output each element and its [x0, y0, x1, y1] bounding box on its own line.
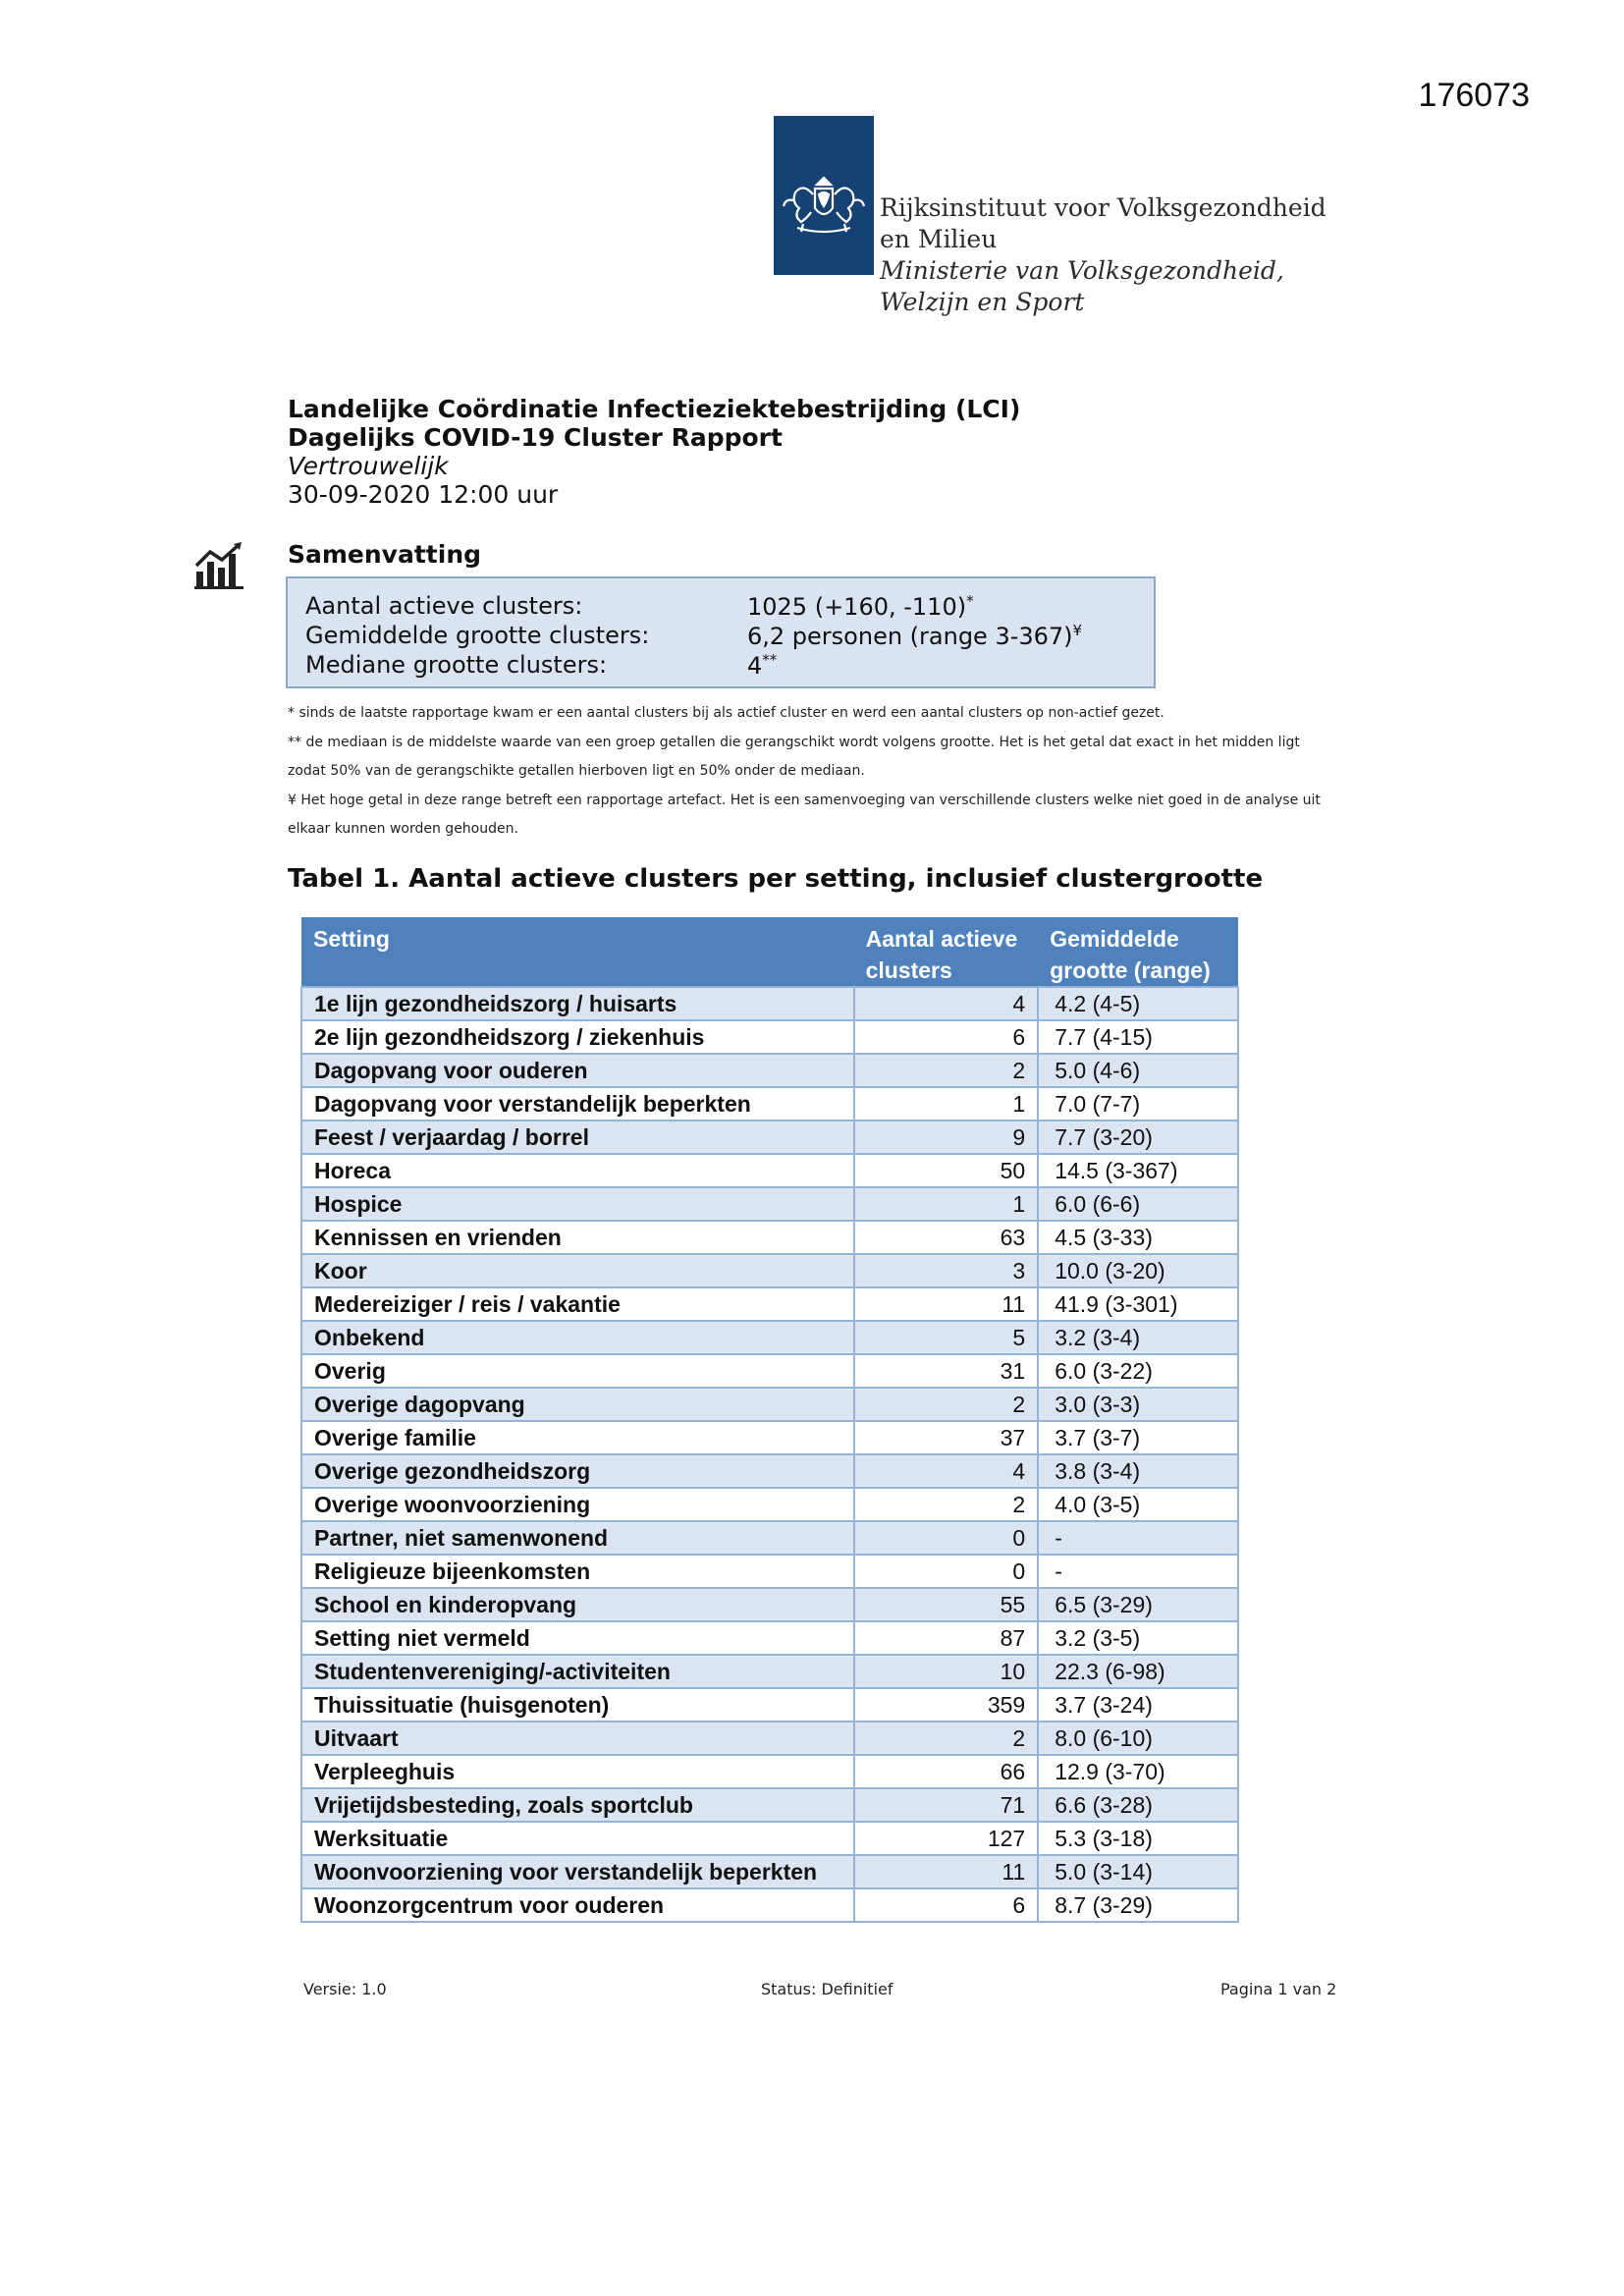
size-cell: 3.2 (3-5): [1038, 1621, 1238, 1655]
report-subtitle: Dagelijks COVID-19 Cluster Rapport: [288, 423, 783, 452]
column-header-count: Aantal actieve clusters: [854, 917, 1039, 987]
table-row: [301, 1588, 1238, 1621]
size-cell: 3.7 (3-24): [1038, 1688, 1238, 1722]
table-row: [301, 1321, 1238, 1354]
count-cell: 1: [854, 1187, 1039, 1221]
table-row: [301, 1888, 1238, 1922]
count-cell: 0: [854, 1555, 1039, 1588]
summary-label: Aantal actieve clusters:: [305, 592, 583, 620]
count-cell: 2: [854, 1488, 1039, 1521]
logo-text: [880, 192, 1326, 318]
size-cell: 5.3 (3-18): [1038, 1822, 1238, 1855]
size-cell: 6.6 (3-28): [1038, 1788, 1238, 1822]
footer-version: Versie: 1.0: [303, 1980, 387, 1998]
table-row: [301, 1354, 1238, 1388]
count-cell: 11: [854, 1855, 1039, 1888]
table-row: [301, 1521, 1238, 1555]
classification-label: Vertrouwelijk: [288, 452, 449, 480]
footnote-1: * sinds de laatste rapportage kwam er een aantal clusters bij als actief cluster en werd een aantal clusters op non-actief gezet.: [288, 705, 1164, 721]
table-row: [301, 1020, 1238, 1054]
setting-cell: Overige familie: [301, 1421, 854, 1454]
summary-title: Samenvatting: [288, 540, 482, 569]
count-cell: 11: [854, 1287, 1039, 1321]
size-cell: 3.2 (3-4): [1038, 1321, 1238, 1354]
table-row: [301, 1087, 1238, 1121]
size-cell: 3.8 (3-4): [1038, 1454, 1238, 1488]
report-title: Landelijke Coördinatie Infectieziektebestrijding (LCI): [288, 395, 1021, 423]
table-row: [301, 987, 1238, 1020]
count-cell: 0: [854, 1521, 1039, 1555]
count-cell: 71: [854, 1788, 1039, 1822]
summary-label: Mediane grootte clusters:: [305, 651, 608, 679]
table-row: [301, 1221, 1238, 1254]
size-cell: 3.7 (3-7): [1038, 1421, 1238, 1454]
institute-name-line2: en Milieu: [880, 225, 998, 253]
setting-cell: Horeca: [301, 1154, 854, 1187]
count-cell: 5: [854, 1321, 1039, 1354]
institute-name: Rijksinstituut voor Volksgezondheid: [880, 193, 1326, 222]
count-cell: 50: [854, 1154, 1039, 1187]
table-row: [301, 1722, 1238, 1755]
size-cell: 6.0 (6-6): [1038, 1187, 1238, 1221]
table-row: [301, 1488, 1238, 1521]
setting-cell: Woonzorgcentrum voor ouderen: [301, 1888, 854, 1922]
summary-footnote-mark: ¥: [1072, 622, 1083, 639]
table-row: [301, 1822, 1238, 1855]
setting-cell: Kennissen en vrienden: [301, 1221, 854, 1254]
setting-cell: Overige woonvoorziening: [301, 1488, 854, 1521]
setting-cell: Thuissituatie (huisgenoten): [301, 1688, 854, 1722]
count-cell: 2: [854, 1054, 1039, 1087]
chart-icon: [194, 542, 245, 589]
table-row: [301, 1755, 1238, 1788]
count-cell: 3: [854, 1254, 1039, 1287]
count-cell: 1: [854, 1087, 1039, 1121]
table-row: [301, 1655, 1238, 1688]
summary-row-average-size: [305, 622, 1083, 650]
summary-box: [286, 576, 1156, 688]
size-cell: 4.5 (3-33): [1038, 1221, 1238, 1254]
setting-cell: Religieuze bijeenkomsten: [301, 1555, 854, 1588]
summary-value: 4: [747, 652, 763, 680]
table-row: [301, 1454, 1238, 1488]
count-cell: 87: [854, 1621, 1039, 1655]
count-cell: 6: [854, 1020, 1039, 1054]
setting-cell: Uitvaart: [301, 1722, 854, 1755]
size-cell: 8.0 (6-10): [1038, 1722, 1238, 1755]
setting-cell: Setting niet vermeld: [301, 1621, 854, 1655]
size-cell: 6.5 (3-29): [1038, 1588, 1238, 1621]
report-header: [288, 395, 1020, 509]
table-body: [301, 987, 1238, 1922]
count-cell: 55: [854, 1588, 1039, 1621]
summary-row-median-size: [305, 651, 778, 680]
column-header-size: Gemiddelde grootte (range): [1038, 917, 1238, 987]
footnote-3: ¥ Het hoge getal in deze range betreft een rapportage artefact. Het is een samenvoeging van verschillende clusters welke niet goed in de analyse uit: [288, 792, 1321, 808]
setting-cell: Feest / verjaardag / borrel: [301, 1121, 854, 1154]
size-cell: 4.2 (4-5): [1038, 987, 1238, 1020]
table-row: [301, 1421, 1238, 1454]
table-header-row: [301, 917, 1238, 987]
count-cell: 4: [854, 1454, 1039, 1488]
table-row: [301, 1555, 1238, 1588]
setting-cell: 1e lijn gezondheidszorg / huisarts: [301, 987, 854, 1020]
setting-cell: Werksituatie: [301, 1822, 854, 1855]
document-number: 176073: [1418, 77, 1530, 114]
setting-cell: Woonvoorziening voor verstandelijk beperkten: [301, 1855, 854, 1888]
setting-cell: Overige gezondheidszorg: [301, 1454, 854, 1488]
count-cell: 63: [854, 1221, 1039, 1254]
setting-cell: Vrijetijdsbesteding, zoals sportclub: [301, 1788, 854, 1822]
table-row: [301, 1855, 1238, 1888]
setting-cell: Partner, niet samenwonend: [301, 1521, 854, 1555]
size-cell: 3.0 (3-3): [1038, 1388, 1238, 1421]
setting-cell: Verpleeghuis: [301, 1755, 854, 1788]
setting-cell: Studentenvereniging/-activiteiten: [301, 1655, 854, 1688]
count-cell: 4: [854, 987, 1039, 1020]
size-cell: 14.5 (3-367): [1038, 1154, 1238, 1187]
count-cell: 2: [854, 1722, 1039, 1755]
footnotes: [288, 699, 1368, 845]
footer-page-number: Pagina 1 van 2: [1220, 1980, 1337, 1998]
footnote-2: ** de mediaan is de middelste waarde van een groep getallen die gerangschikt wordt volgens grootte. Het is het getal dat exact in het midden ligt: [288, 734, 1300, 750]
summary-value: 1025 (+160, -110): [747, 593, 967, 621]
setting-cell: Dagopvang voor ouderen: [301, 1054, 854, 1087]
count-cell: 31: [854, 1354, 1039, 1388]
report-datetime: 30-09-2020 12:00 uur: [288, 480, 559, 509]
table-row: [301, 1388, 1238, 1421]
size-cell: 7.7 (4-15): [1038, 1020, 1238, 1054]
size-cell: 10.0 (3-20): [1038, 1254, 1238, 1287]
footer-status: Status: Definitief: [761, 1980, 893, 1998]
summary-value: 6,2 personen (range 3-367): [747, 623, 1073, 650]
count-cell: 37: [854, 1421, 1039, 1454]
size-cell: 22.3 (6-98): [1038, 1655, 1238, 1688]
table-row: [301, 1254, 1238, 1287]
summary-footnote-mark: *: [966, 592, 974, 610]
government-logo: [774, 116, 874, 275]
size-cell: 7.7 (3-20): [1038, 1121, 1238, 1154]
ministry-name: Ministerie van Volksgezondheid,: [880, 256, 1284, 285]
ministry-name-line2: Welzijn en Sport: [880, 288, 1085, 316]
setting-cell: Medereiziger / reis / vakantie: [301, 1287, 854, 1321]
size-cell: 5.0 (4-6): [1038, 1054, 1238, 1087]
table-row: [301, 1788, 1238, 1822]
count-cell: 66: [854, 1755, 1039, 1788]
summary-label: Gemiddelde grootte clusters:: [305, 622, 650, 649]
footnote-3-cont: elkaar kunnen worden gehouden.: [288, 821, 518, 837]
table-row: [301, 1121, 1238, 1154]
size-cell: 41.9 (3-301): [1038, 1287, 1238, 1321]
count-cell: 127: [854, 1822, 1039, 1855]
table-title: Tabel 1. Aantal actieve clusters per setting, inclusief clustergrootte: [288, 864, 1264, 894]
count-cell: 359: [854, 1688, 1039, 1722]
size-cell: 5.0 (3-14): [1038, 1855, 1238, 1888]
column-header-setting: Setting: [301, 917, 854, 987]
summary-row-active-clusters: [305, 592, 974, 621]
setting-cell: School en kinderopvang: [301, 1588, 854, 1621]
setting-cell: Dagopvang voor verstandelijk beperkten: [301, 1087, 854, 1121]
count-cell: 9: [854, 1121, 1039, 1154]
count-cell: 2: [854, 1388, 1039, 1421]
setting-cell: Koor: [301, 1254, 854, 1287]
setting-cell: 2e lijn gezondheidszorg / ziekenhuis: [301, 1020, 854, 1054]
table-row: [301, 1621, 1238, 1655]
summary-footnote-mark: **: [762, 651, 778, 669]
setting-cell: Hospice: [301, 1187, 854, 1221]
size-cell: 6.0 (3-22): [1038, 1354, 1238, 1388]
footnote-2-cont: zodat 50% van de gerangschikte getallen hierboven ligt en 50% onder de mediaan.: [288, 763, 865, 779]
size-cell: 8.7 (3-29): [1038, 1888, 1238, 1922]
table-row: [301, 1287, 1238, 1321]
count-cell: 6: [854, 1888, 1039, 1922]
table-row: [301, 1187, 1238, 1221]
clusters-table: [300, 917, 1239, 1923]
count-cell: 10: [854, 1655, 1039, 1688]
setting-cell: Overig: [301, 1354, 854, 1388]
table-row: [301, 1054, 1238, 1087]
coat-of-arms-icon: [778, 173, 870, 240]
size-cell: -: [1038, 1521, 1238, 1555]
setting-cell: Overige dagopvang: [301, 1388, 854, 1421]
size-cell: 4.0 (3-5): [1038, 1488, 1238, 1521]
size-cell: 7.0 (7-7): [1038, 1087, 1238, 1121]
size-cell: -: [1038, 1555, 1238, 1588]
table-row: [301, 1688, 1238, 1722]
table-row: [301, 1154, 1238, 1187]
setting-cell: Onbekend: [301, 1321, 854, 1354]
size-cell: 12.9 (3-70): [1038, 1755, 1238, 1788]
